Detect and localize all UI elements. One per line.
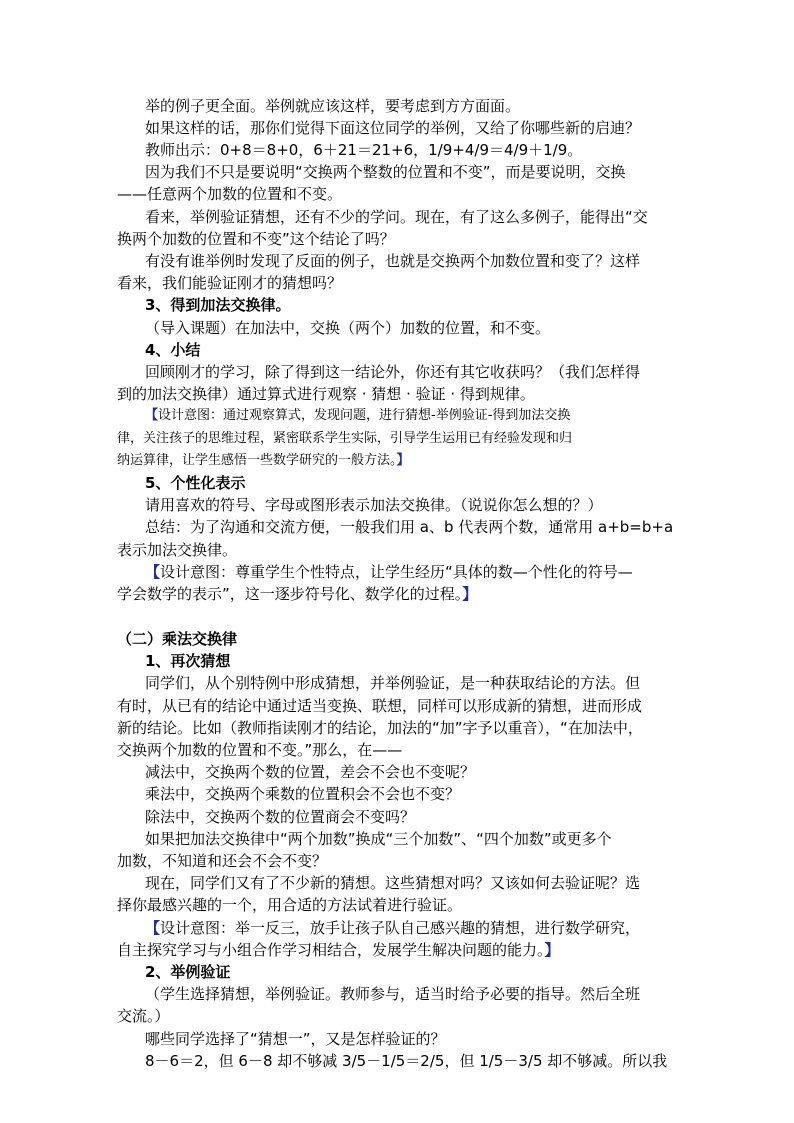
subheading: 5、个性化表示 [145,474,246,492]
paragraph-line: 表示加法交换律。 [117,541,238,559]
paragraph-line: 请用喜欢的符号、字母或图形表示加法交换律。（说说你怎么想的？） [145,496,603,514]
close-bracket: 】 [544,941,560,959]
paragraph-line: 总结：为了沟通和交流方便，一般我们用 a、b 代表两个数，通常用 a+b=b+a [145,518,674,536]
open-bracket: 【 [145,408,159,423]
close-bracket: 】 [396,453,410,468]
close-bracket: 】 [462,585,478,603]
paragraph-line: 回顾刚才的学习，除了得到这一结论外，你还有其它收获吗？（我们怎样得 [145,363,641,381]
design-intent-text: 自主探究学习与小组合作学习相结合，发展学生解决问题的能力。 [117,941,545,959]
paragraph-line: 择你最感兴趣的一个，用合适的方法试着进行验证。 [117,896,463,914]
design-intent-text: 纳运算律，让学生感悟一些数学研究的一般方法。 [117,453,397,468]
design-intent-line [117,583,477,605]
paragraph-line: 看来，我们能验证刚才的猜想吗？ [117,274,343,292]
paragraph-line: 哪些同学选择了“猜想一”，又是怎样验证的？ [145,1030,446,1048]
design-intent-text: 设计意图：举一反三，放手让孩子队自己感兴趣的猜想，进行数学研究， [160,919,641,937]
design-intent-line [145,561,633,583]
paragraph-line: 加数，不知道和还会不会不变？ [117,852,328,870]
paragraph-line: 如果这样的话，那你们觉得下面这位同学的举例，又给了你哪些新的启迪？ [145,119,641,137]
design-intent-line [145,917,640,939]
design-intent-line [117,939,560,961]
subheading: 3、得到加法交换律。 [145,296,291,314]
design-intent-text: 学会数学的表示”，这一逐步符号化、数学化的过程。 [117,585,463,603]
paragraph-line: 看来，举例验证猜想，还有不少的学问。现在，有了这么多例子，能得出“交 [145,208,648,226]
paragraph-line: 交流。） [117,1007,170,1025]
paragraph-line: （学生选择猜想，举例验证。教师参与，适当时给予必要的指导。然后全班 [145,985,641,1003]
paragraph-line: （导入课题）在加法中，交换（两个）加数的位置，和不变。 [145,319,551,337]
paragraph-line: 有没有谁举例时发现了反面的例子，也就是交换两个加数位置和变了？这样 [145,252,641,270]
design-intent-line [117,450,410,472]
section-heading: （二）乘法交换律 [117,630,238,648]
paragraph-line: 举的例子更全面。举例就应该这样，要考虑到方方面面。 [145,97,521,115]
paragraph-line: 同学们，从个别特例中形成猜想，并举例验证，是一种获取结论的方法。但 [145,674,641,692]
subheading: 2、举例验证 [145,963,231,981]
paragraph-line: 新的结论。比如（教师指读刚才的结论，加法的“加”字予以重音），“在加法中， [117,719,643,737]
paragraph-line: 减法中，交换两个数的位置，差会不会也不变呢？ [145,763,476,781]
open-bracket: 【 [145,563,161,581]
paragraph-line: 换两个加数的位置和不变”这个结论了吗？ [117,230,395,248]
design-intent-text: 设计意图：尊重学生个性特点，让学生经历“具体的数—个性化的符号— [160,563,633,581]
paragraph-line: ——任意两个加数的位置和不变。 [117,185,343,203]
paragraph-line: 到的加法交换律）通过算式进行观察 · 猜想 · 验证 · 得到规律。 [117,385,535,403]
design-intent-line [145,405,570,427]
design-intent-line: 律，关注孩子的思维过程，紧密联系学生实际，引导学生运用已有经验发现和归 [117,431,573,446]
paragraph-line: 8－6＝2，但 6－8 却不够减 3/5－1/5＝2/5，但 1/5－3/5 却不够减。所以我 [145,1052,668,1070]
paragraph-line: 除法中，交换两个数的位置商会不变吗？ [145,808,416,826]
open-bracket: 【 [145,919,161,937]
paragraph-line: 有时，从已有的结论中通过适当变换、联想，同样可以形成新的猜想，进而形成 [117,697,643,715]
paragraph-line: 现在，同学们又有了不少新的猜想。这些猜想对吗？又该如何去验证呢？选 [145,874,641,892]
subheading: 1、再次猜想 [145,652,231,670]
paragraph-line: 乘法中，交换两个乘数的位置积会不会也不变？ [145,785,461,803]
paragraph-line: 如果把加法交换律中“两个加数”换成“三个加数”、“四个加数”或更多个 [145,830,612,848]
subheading: 4、小结 [145,341,201,359]
paragraph-line: 交换两个加数的位置和不变。”那么，在—— [117,741,403,759]
paragraph-line: 教师出示：0+8＝8+0，6＋21＝21+6，1/9+4/9＝4/9＋1/9。 [145,141,583,159]
paragraph-line: 因为我们不只是要说明“交换两个整数的位置和不变”，而是要说明，交换 [145,163,626,181]
design-intent-text: 设计意图：通过观察算式，发现问题，进行猜想-举例验证-得到加法交换 [158,408,571,423]
